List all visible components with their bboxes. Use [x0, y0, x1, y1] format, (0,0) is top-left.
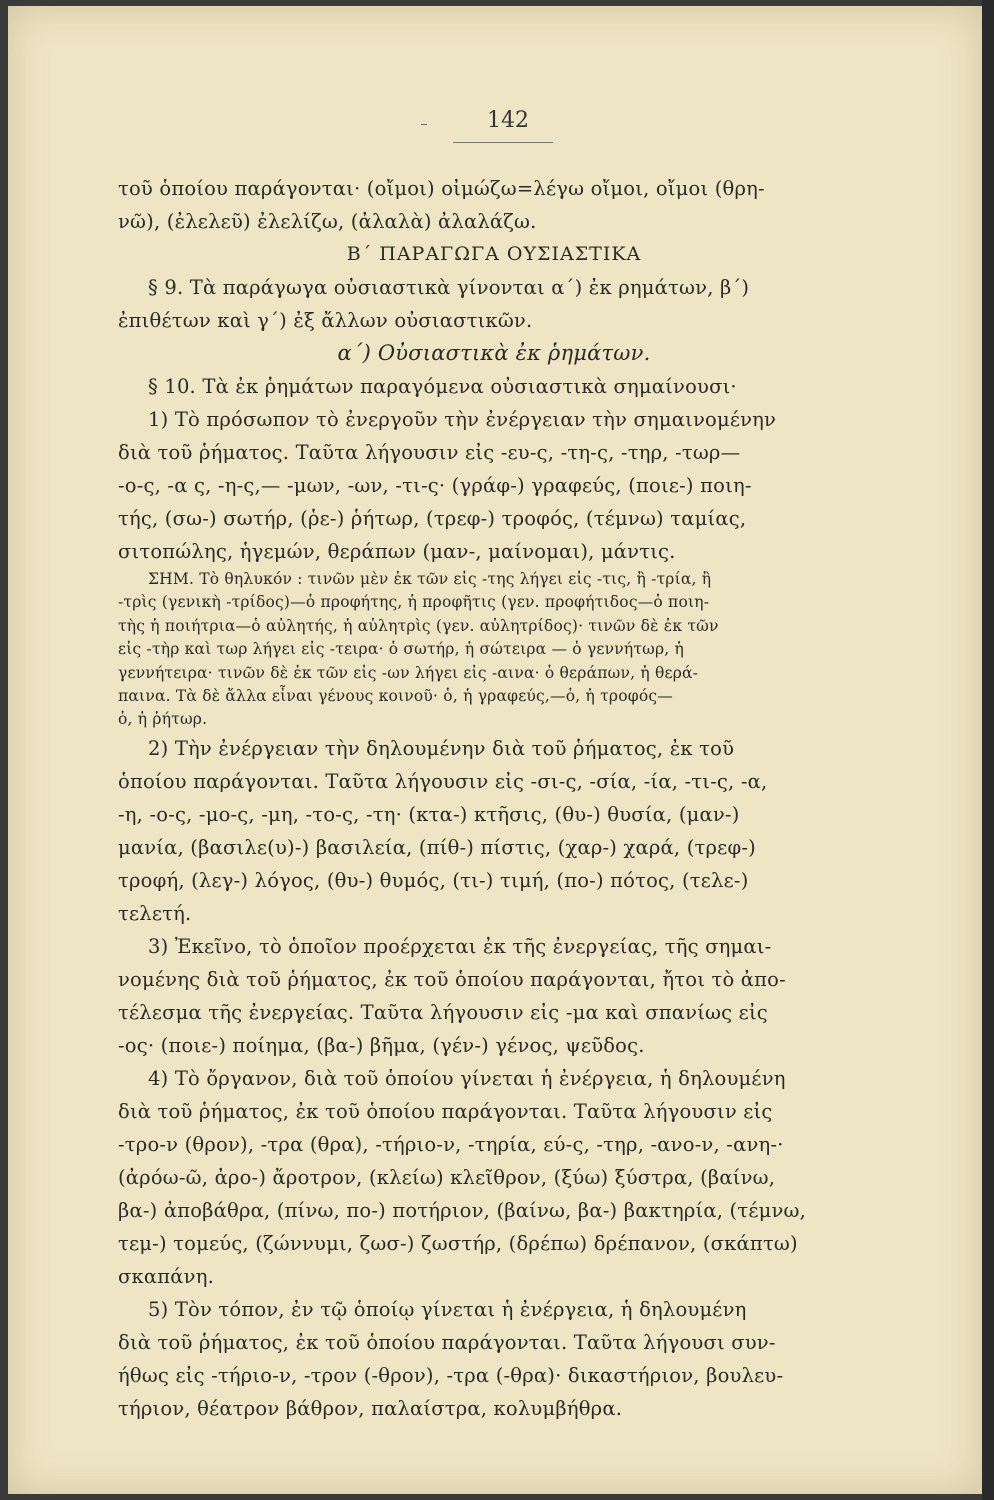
- paragraph-9: [118, 271, 870, 337]
- text-line: 2) Τὴν ἐνέργειαν τὴν δηλουμένην διὰ τοῦ ῥήματος, ἐκ τοῦ: [148, 736, 735, 760]
- paragraph-10: [118, 370, 870, 568]
- text-line: § 10. Τὰ ἐκ ῥημάτων παραγόμενα οὐσιαστικὰ σημαίνουσι·: [148, 375, 737, 398]
- text-line: 4) Τὸ ὄργανον, διὰ τοῦ ὁποίου γίνεται ἡ ἐνέργεια, ἡ δηλουμένη: [148, 1066, 786, 1090]
- text-line: διὰ τοῦ ῥήματος, ἐκ τοῦ ὁποίου παράγονται. Ταῦτα λήγουσιν εἰς: [118, 1099, 773, 1123]
- text-line: ἐπιθέτων καὶ γ΄) ἐξ ἄλλων οὐσιαστικῶν.: [118, 309, 533, 332]
- note-block: [118, 568, 870, 732]
- subheading: α΄) Οὐσιαστικὰ ἐκ ῥημάτων.: [337, 341, 651, 365]
- book-page: [8, 6, 982, 1494]
- text-line: μανία, (βασιλε(υ)-) βασιλεία, (πίθ-) πίστις, (χαρ-) χαρά, (τρεφ-): [118, 835, 756, 859]
- page-dash-mark: [421, 124, 427, 125]
- text-line: ήθως εἰς -τήριο-ν, -τρον (-θρον), -τρα (-θρα)· δικαστήριον, βουλευ-: [118, 1363, 784, 1387]
- note-line: παινα. Τὰ δὲ ἄλλα εἶναι γένους κοινοῦ· ὁ, ἡ γραφεύς,—ὁ, ἡ τροφός—: [118, 686, 673, 705]
- text-line: τελετή.: [118, 901, 192, 925]
- text-line: τής, (σω-) σωτήρ, (ῥε-) ῥήτωρ, (τρεφ-) τροφός, (τέμνω) ταμίας,: [118, 507, 747, 530]
- intro-paragraph: [118, 172, 870, 238]
- note-line: εἰς -τὴρ καὶ τωρ λήγει εἰς -τειρα· ὁ σωτήρ, ἡ σώτειρα — ὁ γεννήτωρ, ἡ: [118, 640, 685, 659]
- text-line: 5) Τὸν τόπον, ἐν τῷ ὁποίῳ γίνεται ἡ ἐνέργεια, ἡ δηλουμένη: [148, 1297, 747, 1321]
- section-heading: Β΄ ΠΑΡΑΓΩΓΑ ΟΥΣΙΑΣΤΙΚΑ: [346, 243, 642, 265]
- item-5: [118, 1293, 870, 1425]
- item-3: [118, 930, 870, 1062]
- text-line: νῶ), (ἐλελεῦ) ἐλελίζω, (ἀλαλὰ) ἀλαλάζω.: [118, 210, 537, 233]
- text-line: τοῦ ὁποίου παράγονται· (οἴμοι) οἰμώζω=λέγω οἴμοι, οἴμοι (θρη-: [118, 177, 765, 200]
- text-line: 3) Ἐκεῖνο, τὸ ὁποῖον προέρχεται ἐκ τῆς ἐνεργείας, τῆς σημαι-: [148, 934, 772, 958]
- item-4: [118, 1062, 870, 1293]
- text-line: νομένης διὰ τοῦ ῥήματος, ἐκ τοῦ ὁποίου παράγονται, ἤτοι τὸ ἀπο-: [118, 967, 786, 991]
- text-line: § 9. Τὰ παράγωγα οὐσιαστικὰ γίνονται α΄) ἐκ ρημάτων, β΄): [148, 276, 750, 299]
- text-line: τέλεσμα τῆς ἐνεργείας. Ταῦτα λήγουσιν εἰς -μα καὶ σπανίως εἰς: [118, 1000, 768, 1024]
- item-2: [118, 732, 870, 930]
- text-line: τεμ-) τομεύς, (ζώννυμι, ζωσ-) ζωστήρ, (δρέπω) δρέπανον, (σκάπτω): [118, 1231, 798, 1255]
- note-line: -τρὶς (γενικὴ -τρίδος)—ὁ προφήτης, ἡ προφῆτις (γεν. προφήτιδος—ὁ ποιη-: [118, 593, 710, 612]
- note-line: γεννήτειρα· τινῶν δὲ ἐκ τῶν εἰς -ων λήγει εἰς -αινα· ὁ θεράπων, ἡ θερά-: [118, 663, 699, 682]
- page-number: 142: [487, 108, 529, 133]
- note-line: ΣΗΜ. Τὸ θηλυκόν : τινῶν μὲν ἐκ τῶν εἰς -της λήγει εἰς -τις, ἢ -τρία, ἢ: [148, 570, 712, 588]
- text-line: 1) Τὸ πρόσωπον τὸ ἐνεργοῦν τὴν ἐνέργειαν τὴν σημαινομένην: [148, 408, 777, 431]
- text-line: -ο-ς, -α ς, -η-ς,— -μων, -ων, -τι-ς· (γράφ-) γραφεύς, (ποιε-) ποιη-: [118, 474, 752, 497]
- page-number-rule: [453, 142, 553, 143]
- text-line: διὰ τοῦ ῥήματος, ἐκ τοῦ ὁποίου παράγονται. Ταῦτα λήγουσι συν-: [118, 1330, 776, 1354]
- text-line: σιτοπώλης, ἡγεμών, θεράπων (μαν-, μαίνομαι), μάντις.: [118, 540, 676, 563]
- body-text: [118, 172, 870, 1425]
- text-line: βα-) ἀποβάθρα, (πίνω, πο-) ποτήριον, (βαίνω, βα-) βακτηρία, (τέμνω,: [118, 1198, 807, 1222]
- note-line: τὴς ἡ ποιήτρια—ὁ αὐλητής, ἡ αὐλητρὶς (γεν. αὐλητρίδος)· τινῶν δὲ ἐκ τῶν: [118, 616, 719, 635]
- text-line: -η, -ο-ς, -μο-ς, -μη, -το-ς, -τη· (κτα-) κτῆσις, (θυ-) θυσία, (μαν-): [118, 802, 740, 826]
- text-line: (ἀρόω-ῶ, ἀρο-) ἄροτρον, (κλείω) κλεῖθρον, (ξύω) ξύστρα, (βαίνω,: [118, 1165, 776, 1189]
- book-binding-edge: [982, 0, 994, 1500]
- text-line: ὁποίου παράγονται. Ταῦτα λήγουσιν εἰς -σι-ς, -σία, -ία, -τι-ς, -α,: [118, 769, 768, 793]
- note-line: ὁ, ἡ ῥήτωρ.: [118, 710, 208, 729]
- text-line: σκαπάνη.: [118, 1264, 214, 1288]
- text-line: τήριον, θέατρον βάθρον, παλαίστρα, κολυμβήθρα.: [118, 1396, 623, 1420]
- text-line: -τρο-ν (θρον), -τρα (θρα), -τήριο-ν, -τηρία, εύ-ς, -τηρ, -ανο-ν, -ανη-·: [118, 1132, 784, 1156]
- text-line: τροφή, (λεγ-) λόγος, (θυ-) θυμός, (τι-) τιμή, (πο-) πότος, (τελε-): [118, 868, 749, 892]
- text-line: διὰ τοῦ ῥήματος. Ταῦτα λήγουσιν εἰς -ευ-ς, -τη-ς, -τηρ, -τωρ—: [118, 441, 741, 464]
- text-line: -ος· (ποιε-) ποίημα, (βα-) βῆμα, (γέν-) γένος, ψεῦδος.: [118, 1033, 645, 1057]
